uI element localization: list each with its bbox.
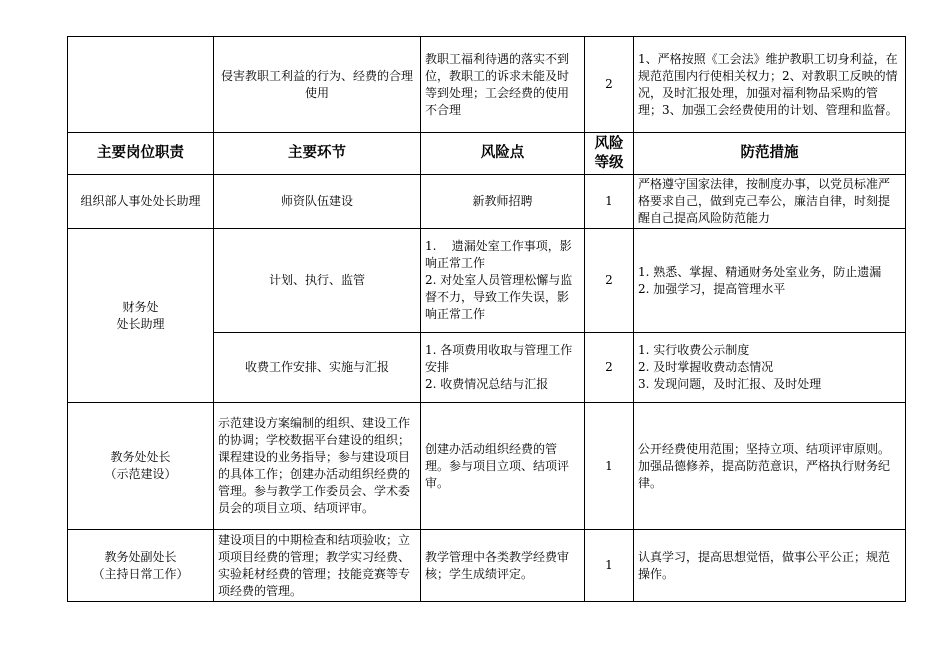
header-level: 风险 等级 bbox=[585, 133, 634, 175]
cell-link: 示范建设方案编制的组织、建设工作的协调；学校数据平台建设的组织；课程建设的业务指导；参与建设项目的具体工作；创建办活动组织经费的管理。参与教学工作委员会、学术委员会的项目立项、结项评审。 bbox=[214, 403, 421, 530]
table-row bbox=[68, 530, 906, 602]
cell-risk: 1. 各项费用收取与管理工作安排 2. 收费情况总结与汇报 bbox=[421, 333, 585, 403]
risk-item: 1. 遗漏处室工作事项，影响正常工作 bbox=[425, 239, 572, 270]
cell-risk: 教学管理中各类教学经费审核；学生成绩评定。 bbox=[421, 530, 585, 602]
risk-item: 2. 对处室人员管理松懈与监督不力，导致工作失误，影响正常工作 bbox=[425, 273, 573, 321]
risk-table bbox=[67, 36, 906, 602]
cell-position: 组织部人事处处长助理 bbox=[68, 175, 214, 229]
header-link: 主要环节 bbox=[214, 133, 421, 175]
header-row bbox=[68, 133, 906, 175]
cell-position: 教务处处长 （示范建设） bbox=[68, 403, 214, 530]
cell-level: 1 bbox=[585, 175, 634, 229]
cell-level: 1 bbox=[585, 403, 634, 530]
table-row bbox=[68, 175, 906, 229]
cell-level: 2 bbox=[585, 333, 634, 403]
cell-level: 2 bbox=[585, 37, 634, 133]
table-row bbox=[68, 37, 906, 133]
cell-measures: 认真学习，提高思想觉悟，做事公平公正；规范操作。 bbox=[634, 530, 906, 602]
cell-level: 1 bbox=[585, 530, 634, 602]
header-measures: 防范措施 bbox=[634, 133, 906, 175]
cell-position: 财务处 处长助理 bbox=[68, 229, 214, 403]
cell-risk: 教职工福利待遇的落实不到位，教职工的诉求未能及时等到处理；工会经费的使用不合理 bbox=[421, 37, 585, 133]
table-row bbox=[68, 229, 906, 333]
cell-measures: 1、严格按照《工会法》维护教职工切身利益，在规范范围内行使相关权力；2、对教职工反映的情况，及时汇报处理，加强对福利物品采购的管理；3、加强工会经费使用的计划、管理和监督。 bbox=[634, 37, 906, 133]
cell-level: 2 bbox=[585, 229, 634, 333]
cell-position bbox=[68, 37, 214, 133]
cell-risk bbox=[421, 229, 585, 333]
table-row bbox=[68, 403, 906, 530]
cell-measures: 1. 实行收费公示制度 2. 及时掌握收费动态情况 3. 发现问题，及时汇报、及时处理 bbox=[634, 333, 906, 403]
header-risk: 风险点 bbox=[421, 133, 585, 175]
cell-link: 计划、执行、监管 bbox=[214, 229, 421, 333]
cell-measures: 公开经费使用范围；坚持立项、结项评审原则。加强品德修养，提高防范意识，严格执行财务纪律。 bbox=[634, 403, 906, 530]
cell-link: 收费工作安排、实施与汇报 bbox=[214, 333, 421, 403]
cell-measures: 严格遵守国家法律，按制度办事，以党员标准严格要求自己，做到克己奉公，廉洁自律，时刻提醒自己提高风险防范能力 bbox=[634, 175, 906, 229]
cell-risk: 创建办活动组织经费的管理。参与项目立项、结项评审。 bbox=[421, 403, 585, 530]
cell-link: 师资队伍建设 bbox=[214, 175, 421, 229]
cell-link: 建设项目的中期检查和结项验收；立项项目经费的管理；教学实习经费、实验耗材经费的管理；技能竞赛等专项经费的管理。 bbox=[214, 530, 421, 602]
header-position: 主要岗位职责 bbox=[68, 133, 214, 175]
cell-link: 侵害教职工利益的行为、经费的合理使用 bbox=[214, 37, 421, 133]
cell-measures: 1. 熟悉、掌握、精通财务处室业务，防止遗漏 2. 加强学习，提高管理水平 bbox=[634, 229, 906, 333]
cell-position: 教务处副处长 （主持日常工作） bbox=[68, 530, 214, 602]
cell-risk: 新教师招聘 bbox=[421, 175, 585, 229]
